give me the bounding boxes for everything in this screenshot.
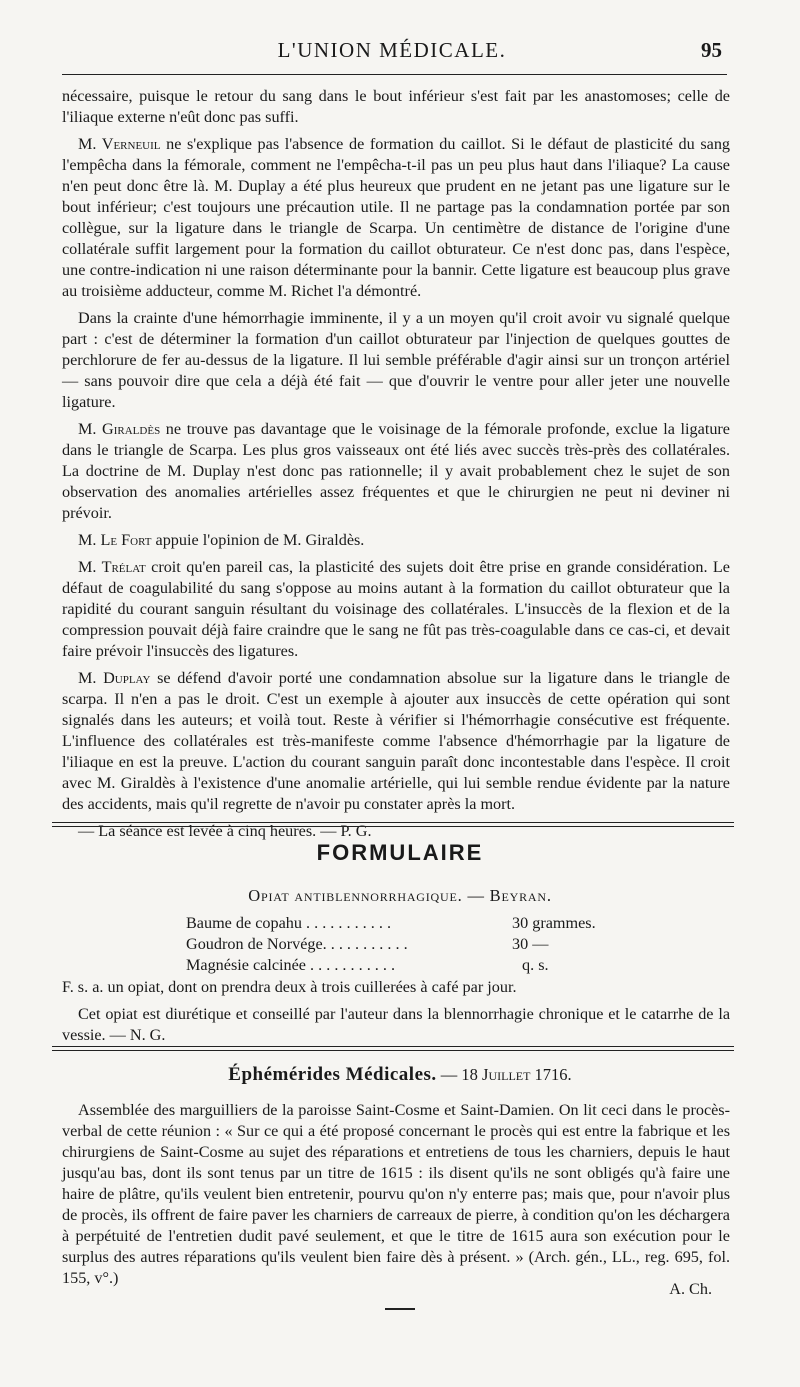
recipe-instructions: F. s. a. un opiat, dont on prendra deux à trois cuillerées à café par jour. [62, 978, 517, 996]
section-rule [52, 822, 734, 823]
paragraph-duplay: M. Duplay se défend d'avoir porté une condamnation absolue sur la ligature dans le triangle de scarpa. Il n'en a pas le droit. C'est un exemple à ajouter aux insuccès de cette opération qui sont signalés dans les auteurs; et voilà tout. Reste à vérifier si l'hémorrhagie consécutive est fréquente. L'influence des collatérales est très-manifeste comme l'absence d'hémorrhagie par la ligature de l'iliaque en est la preuve. L'action du courant sanguin paraît donc incontestable dans l'espèce. Il croit avec M. Giraldès à l'existence d'une anomalie artérielle, qui lui semble rendue évidente par la nature des accidents, mais qu'il regrette de n'avoir pu constater après la mort. [62, 669, 730, 813]
author-signature: A. Ch. [669, 1280, 712, 1298]
ingredient-name: Baume de copahu . . . . . . . . . . . [186, 914, 391, 932]
speaker-name: M. Duplay [78, 669, 151, 687]
ingredient-quantity: 30 — [512, 935, 549, 953]
paragraph-le-fort: M. Le Fort appuie l'opinion de M. Giraldès. [78, 531, 365, 549]
ephemerides-title: Éphémérides Médicales. [228, 1064, 437, 1085]
recipe-title: Opiat antiblennorrhagique. — Beyran. [248, 886, 552, 905]
paragraph-trelat: M. Trélat croit qu'en pareil cas, la plasticité des sujets doit être prise en grande considération. Le défaut de coagulabilité du sang s'oppose au moins autant à la formation du caillot obturateur que la rapidité du courant sanguin résultant du voisinage des collatérales. L'insuccès de la flexion et de la compression pouvait déjà faire craindre que le sang ne fût pas très-coagulable dans ce cas-ci, et devait faire prévoir l'insuccès des ligatures. [62, 558, 730, 660]
section-rule [52, 1050, 734, 1051]
paragraph-verneuil: M. Verneuil ne s'explique pas l'absence de formation du caillot. Si le défaut de plasticité du sang l'empêcha dans la fémorale, comment ne l'empêcha-t-il pas un peu plus haut dans l'iliaque? La cause n'en peut donc être là. M. Duplay a été plus heureux que prudent en ne jetant pas une ligature sur le bout inférieur; c'est toujours une précaution utile. Il ne partage pas la condamnation portée par son collègue, sur la ligature dans le triangle de Scarpa. Un centimètre de distance de l'origine d'une collatérale suffit largement pour la formation du caillot obturateur. Ce n'est donc pas, dans l'espèce, une contre-indication ni une raison déterminante pour la bannir. Cette ligature est beaucoup plus grave au troisième adducteur, comme M. Richet l'a démontré. [62, 135, 731, 300]
ingredient-name: Goudron de Norvége. . . . . . . . . . . [186, 935, 408, 953]
ephemerides-date: — 18 Juillet 1716. [436, 1065, 572, 1084]
ephemerides-section [62, 1100, 730, 1295]
paragraph-perchlorure: Dans la crainte d'une hémorrhagie imminente, il y a un moyen qu'il croit avoir vu signalé quelque part : c'est de déterminer la formation d'un caillot obturateur par l'injection de quelques gouttes de perchlorure de fer au-dessus de la ligature. Il lui semble préférable d'agir ainsi sur un tronçon artériel — sans pouvoir dire que cela a déjà été fait — que d'ouvrir le ventre pour aller jeter une nouvelle ligature. [62, 309, 730, 411]
speaker-name: M. Giraldès [78, 420, 161, 438]
ingredient-name: Magnésie calcinée . . . . . . . . . . . [186, 956, 396, 974]
running-head [62, 38, 722, 68]
section-rule [52, 1046, 734, 1047]
ingredient-quantity: 30 grammes. [512, 914, 596, 932]
paragraph-giraldes: M. Giraldès ne trouve pas davantage que le voisinage de la fémorale profonde, exclue la ligature dans le triangle de Scarpa. Les plus gros vaisseaux ont été liés avec succès très-près des collatérales. La doctrine de M. Duplay n'est donc pas rationnelle; il y avait probablement chez le sujet de son observation des anomalies artérielles assez fréquentes et que le chirurgien ne peut ni deviner ni prévoir. [62, 420, 730, 522]
session-close: — La séance est levée à cinq heures. — P. G. [78, 822, 372, 840]
end-rule [385, 1308, 415, 1310]
paragraph-1: nécessaire, puisque le retour du sang dans le bout inférieur s'est fait par les anastomoses; celle de l'iliaque externe n'eût donc pas suffi. [62, 87, 730, 126]
speaker-name: M. Le Fort [78, 531, 152, 549]
formulaire-heading: FORMULAIRE [316, 840, 484, 865]
journal-title: L'UNION MÉDICALE. [277, 38, 507, 62]
header-rule [62, 74, 727, 75]
ingredient-quantity: q. s. [522, 956, 549, 974]
discussion-section [62, 86, 730, 848]
recipe-note: Cet opiat est diurétique et conseillé par l'auteur dans la blennorrhagie chronique et le catarrhe de la vessie. — N. G. [62, 1005, 730, 1044]
speaker-name: M. Verneuil [78, 135, 161, 153]
ephemerides-text: Assemblée des marguilliers de la paroisse Saint-Cosme et Saint-Damien. On lit ceci dans le procès-verbal de cette réunion : « Sur ce qui a été proposé concernant le procès qui est entre la fabrique et les chirurgiens de Saint-Cosme au sujet des réparations et entretiens de tous les charniers, depuis le haut jusqu'au bas, dont ils sont tenus par un titre de 1615 : ils disent qu'ils ne sont obligés qu'à faire une haire de plâtre, qu'ils veulent bien entretenir, pourvu qu'on n'y enterre pas; mais que, pour n'avoir plus de procès, ils offrent de faire paver les charniers de carreaux de pierre, à condition qu'on les déchargera à perpétuité de l'entretien dudit pavé seulement, et que le titre de 1615 aura son exécution pour le surplus des autres réparations qu'ils veulent bien faire dès à présent. » (Arch. gén., LL., reg. 695, fol. 155, v°.) [62, 1101, 730, 1287]
page-number: 95 [701, 38, 722, 62]
section-rule [52, 826, 734, 827]
speaker-name: M. Trélat [78, 558, 146, 576]
ephemerides-heading [0, 1064, 800, 1086]
recipe-text [62, 977, 730, 1052]
